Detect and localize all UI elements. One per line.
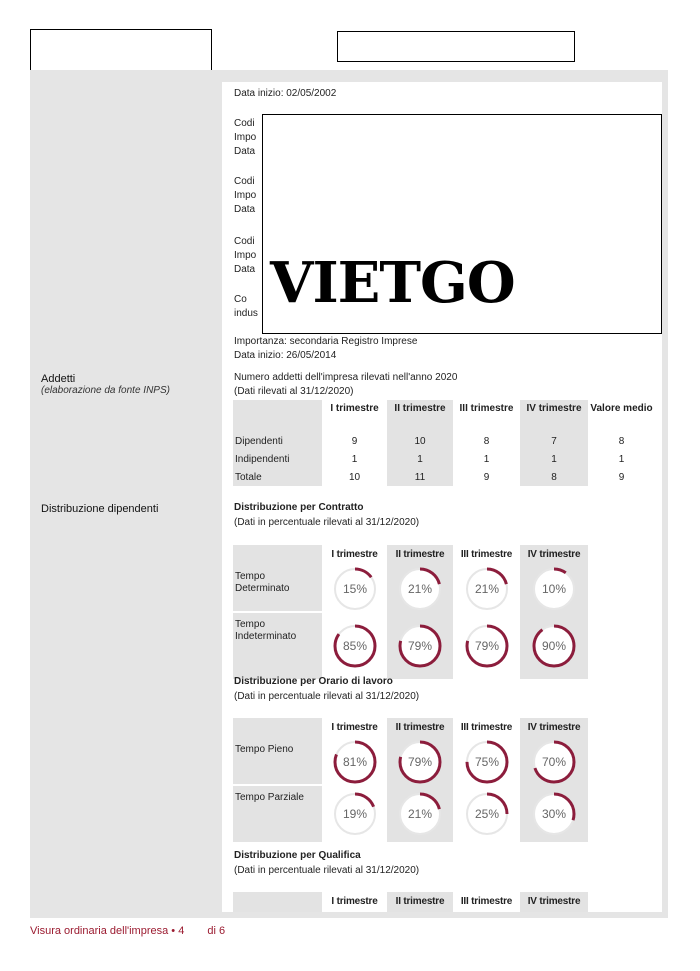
donut-label: 15% [342,582,367,596]
quarter-header: IV trimestre [520,892,588,912]
donut-chart [331,565,379,613]
activity-line: Codi [234,176,255,187]
activity-line: Data [234,264,256,275]
table-row [233,468,655,486]
activity-line: Importanza: secondaria Registro Imprese [234,336,418,347]
donut-label: 25% [474,807,499,821]
row-label: Indipendenti [233,450,322,468]
table-cell: 7 [520,432,588,450]
donut-chart [463,790,511,838]
row-label: Tempo Indeterminato [233,613,322,679]
qualifica-donut-table [233,892,588,912]
contratto-title: Distribuzione per Contratto [234,502,364,513]
table-cell: 9 [322,432,387,450]
activity-line: Impo [234,250,257,261]
quarter-header: II trimestre [387,718,453,738]
donut-label: 70% [541,755,567,769]
donut-label: 79% [407,755,433,769]
donut-label: 79% [407,639,433,653]
donut-label: 30% [541,807,567,821]
donut-chart [396,738,444,786]
table-cell: 10 [322,468,387,486]
table-cell: 9 [588,468,655,486]
donut-label: 10% [541,582,567,596]
row-label: Tempo Determinato [233,565,322,611]
activity-line: Impo [234,132,257,143]
donut-cell [520,565,588,613]
table-row [233,432,655,450]
activity-line: Codi [234,118,255,129]
quarter-header: I trimestre [322,545,387,565]
header-avg: Valore medio [588,400,655,432]
header-empty [233,545,322,565]
donut-label: 85% [342,639,367,653]
contratto-caption: (Dati in percentuale rilevati al 31/12/2020) [234,517,420,528]
donut-chart [530,622,578,670]
donut-cell [387,786,453,842]
distribuzione-heading: Distribuzione dipendenti [41,503,159,515]
addetti-table [233,400,655,486]
start-date-bottom: Data inizio: 26/05/2014 [234,350,337,361]
quarter-header: I trimestre [322,718,387,738]
addetti-subtitle: (elaborazione da fonte INPS) [41,385,170,396]
header-empty [233,400,322,432]
donut-label: 81% [342,755,367,769]
table-cell: 1 [322,450,387,468]
activity-line: Data [234,146,256,157]
header-q1: I trimestre [322,400,387,432]
donut-cell [387,738,453,786]
table-cell: 8 [588,432,655,450]
donut-label: 21% [474,582,499,596]
redaction-box-right [337,31,575,62]
donut-cell [322,786,387,842]
quarter-header: III trimestre [453,545,520,565]
table-cell: 1 [520,450,588,468]
footer-page-count: di 6 [207,925,226,937]
donut-chart [530,565,578,613]
donut-cell [387,565,453,613]
donut-cell [453,738,520,786]
row-label: Totale [233,468,322,486]
orario-title: Distribuzione per Orario di lavoro [234,676,393,687]
donut-cell [520,786,588,842]
activity-line: Co [234,294,247,305]
donut-chart [331,738,379,786]
donut-label: 21% [407,582,433,596]
donut-chart [331,790,379,838]
addetti-heading: Addetti [41,373,76,385]
quarter-header: II trimestre [387,545,453,565]
header-empty [233,718,322,738]
donut-chart [396,565,444,613]
quarter-header: I trimestre [322,892,387,912]
row-label: Tempo Parziale [233,786,322,842]
qualifica-caption: (Dati in percentuale rilevati al 31/12/2020) [234,865,420,876]
donut-label: 75% [474,755,499,769]
quarter-header: III trimestre [453,718,520,738]
donut-cell [322,613,387,679]
table-cell: 8 [453,432,520,450]
quarter-header: IV trimestre [520,545,588,565]
footer-text: Visura ordinaria dell'impresa • 4 [30,925,185,937]
donut-chart [463,565,511,613]
donut-label: 79% [474,639,499,653]
activity-line: indus [234,308,258,319]
donut-cell [322,565,387,613]
donut-cell [453,613,520,679]
donut-chart [331,622,379,670]
donut-cell [387,613,453,679]
donut-chart [463,622,511,670]
orario-caption: (Dati in percentuale rilevati al 31/12/2020) [234,691,420,702]
quarter-header: II trimestre [387,892,453,912]
row-label: Dipendenti [233,432,322,450]
donut-cell [322,738,387,786]
table-cell: 1 [453,450,520,468]
header-q4: IV trimestre [520,400,588,432]
donut-label: 21% [407,807,433,821]
table-cell: 8 [520,468,588,486]
header-q3: III trimestre [453,400,520,432]
donut-cell [453,565,520,613]
table-cell: 11 [387,468,453,486]
header-q2: II trimestre [387,400,453,432]
qualifica-title: Distribuzione per Qualifica [234,850,361,861]
quarter-header: III trimestre [453,892,520,912]
table-row [233,450,655,468]
table-cell: 1 [588,450,655,468]
donut-cell [520,738,588,786]
donut-cell [520,613,588,679]
donut-chart [396,622,444,670]
quarter-header: IV trimestre [520,718,588,738]
activity-line: Impo [234,190,257,201]
addetti-caption: Numero addetti dell'impresa rilevati nell'anno 2020 [234,372,458,383]
watermark-logo: VIETGO [270,250,515,316]
donut-label: 19% [342,807,367,821]
donut-chart [530,790,578,838]
orario-donut-table [233,718,588,842]
donut-chart [396,790,444,838]
addetti-date: (Dati rilevati al 31/12/2020) [234,386,354,397]
activity-line: Data [234,204,256,215]
start-date-top: Data inizio: 02/05/2002 [234,88,337,99]
activity-line: Codi [234,236,255,247]
donut-label: 90% [541,639,567,653]
footer [30,925,225,937]
table-cell: 10 [387,432,453,450]
contratto-donut-table [233,545,588,679]
donut-cell [453,786,520,842]
donut-chart [530,738,578,786]
table-cell: 1 [387,450,453,468]
donut-chart [463,738,511,786]
redaction-box-left [30,29,212,71]
header-empty [233,892,322,912]
row-label: Tempo Pieno [233,738,322,784]
table-cell: 9 [453,468,520,486]
